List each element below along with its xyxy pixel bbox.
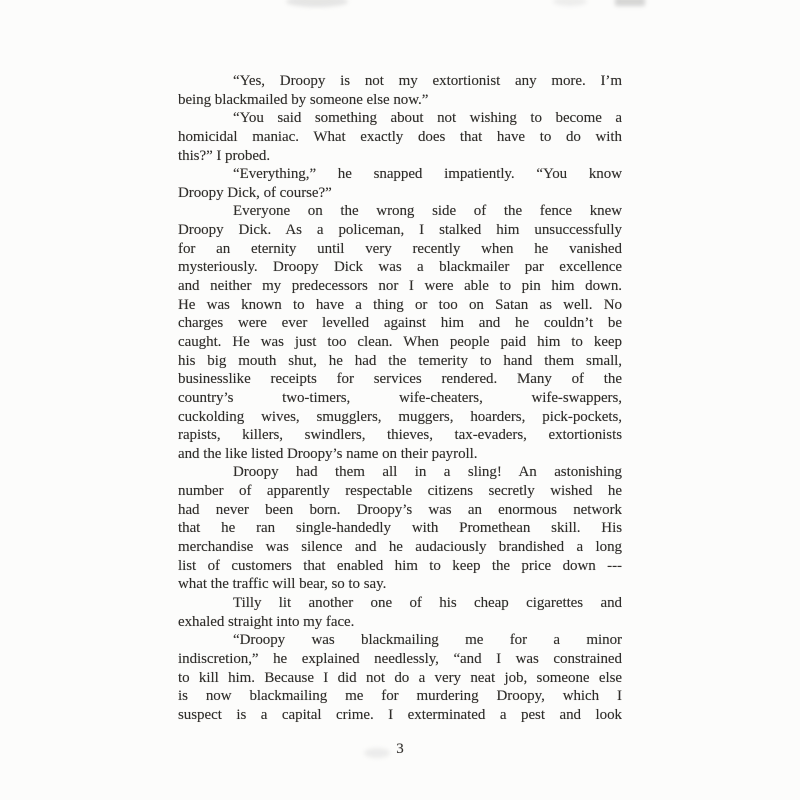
scan-smudge-artifact [615, 0, 645, 6]
text-line: Droopy Dick. As a policeman, I stalked him unsuccessfully [178, 222, 622, 239]
page-text [178, 72, 622, 724]
text-line: He was known to have a thing or too on Satan as well. No [178, 296, 622, 313]
paragraph [178, 631, 622, 724]
text-line: “You said something about not wishing to become a [233, 110, 622, 127]
text-line: indiscretion,” he explained needlessly, “and I was constrained [178, 650, 622, 667]
text-line: suspect is a capital crime. I exterminated a pest and look [178, 706, 622, 723]
text-line: that he ran single-handedly with Promethean skill. His [178, 520, 622, 537]
text-line: list of customers that enabled him to keep the price down --- [178, 557, 622, 574]
text-line: Everyone on the wrong side of the fence knew [233, 203, 622, 220]
text-line: businesslike receipts for services rendered. Many of the [178, 371, 622, 388]
paragraph [178, 463, 622, 593]
page-number: 3 [396, 741, 404, 757]
text-line: number of apparently respectable citizens secretly wished he [178, 483, 622, 500]
scan-smudge-artifact [286, 0, 348, 7]
text-line: had never been born. Droopy’s was an enormous network [178, 501, 622, 518]
text-line: cuckolding wives, smugglers, muggers, hoarders, pick-pockets, [178, 408, 622, 425]
paragraph [178, 109, 622, 165]
text-line: “Yes, Droopy is not my extortionist any more. I’m [233, 73, 622, 89]
text-line: is now blackmailing me for murdering Droopy, which I [178, 688, 622, 705]
text-line: caught. He was just too clean. When people paid him to keep [178, 333, 622, 350]
text-line: rapists, killers, swindlers, thieves, tax-evaders, extortionists [178, 427, 622, 444]
text-line: country’s two-timers, wife-cheaters, wife-swappers, [178, 389, 622, 406]
paragraph [178, 594, 622, 631]
paragraph [178, 72, 622, 109]
text-line: Droopy Dick, of course?” [178, 184, 332, 201]
text-line: for an eternity until very recently when he vanished [178, 240, 622, 257]
text-line: homicidal maniac. What exactly does that have to do with [178, 128, 622, 145]
text-line: and neither my predecessors nor I were able to pin him down. [178, 278, 622, 295]
paragraph [178, 202, 622, 463]
text-line: “Droopy was blackmailing me for a minor [233, 632, 622, 649]
text-line: to kill him. Because I did not do a very neat job, someone else [178, 669, 622, 686]
text-line: being blackmailed by someone else now.” [178, 91, 429, 108]
text-line: merchandise was silence and he audaciously brandished a long [178, 539, 622, 556]
paragraph [178, 165, 622, 202]
text-line: this?” I probed. [178, 147, 271, 164]
text-line: charges were ever levelled against him and he couldn’t be [178, 315, 622, 332]
text-line: Tilly lit another one of his cheap cigarettes and [233, 594, 622, 611]
scan-smudge-artifact [553, 0, 587, 6]
text-line: what the traffic will bear, so to say. [178, 576, 387, 593]
text-line: “Everything,” he snapped impatiently. “You know [233, 166, 622, 183]
text-line: exhaled straight into my face. [178, 613, 355, 630]
text-line: his big mouth shut, he had the temerity to hand them small, [178, 352, 622, 369]
text-line: and the like listed Droopy’s name on their payroll. [178, 445, 478, 462]
text-line: Droopy had them all in a sling! An astonishing [233, 464, 622, 481]
text-line: mysteriously. Droopy Dick was a blackmailer par excellence [178, 259, 622, 276]
